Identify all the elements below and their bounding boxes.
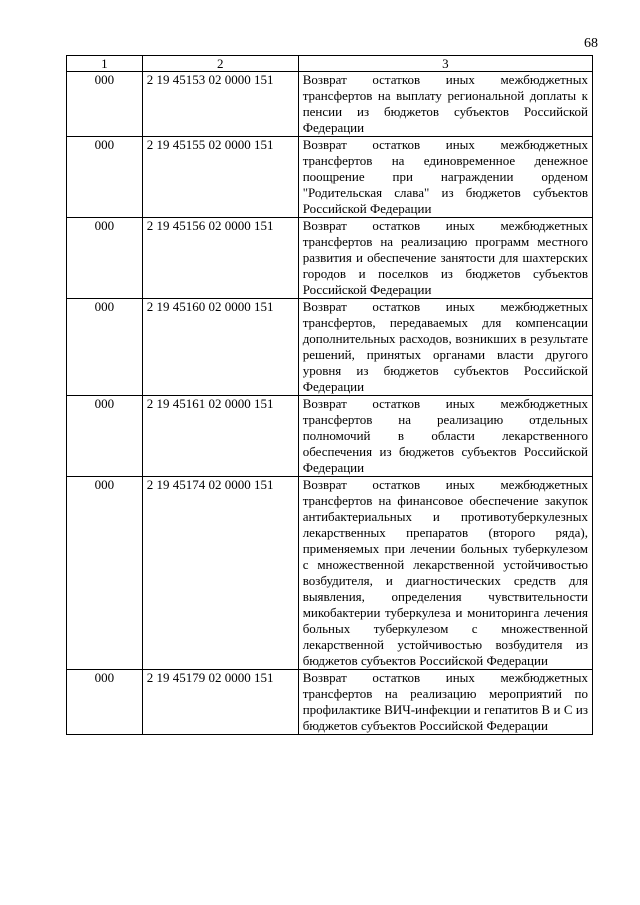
- table-header-row: [67, 56, 593, 72]
- admin-code-cell: 000: [67, 477, 143, 670]
- kbk-code-cell: 2 19 45179 02 0000 151: [142, 670, 298, 735]
- table-row: [67, 137, 593, 218]
- description-cell: Возврат остатков иных межбюджетных трансфертов на реализацию отдельных полномочий в области лекарственного обеспечения из бюджетов субъектов Российской Федерации: [298, 396, 592, 477]
- kbk-code-cell: 2 19 45156 02 0000 151: [142, 218, 298, 299]
- table-row: [67, 477, 593, 670]
- kbk-code-cell: 2 19 45153 02 0000 151: [142, 72, 298, 137]
- admin-code-cell: 000: [67, 72, 143, 137]
- column-header-2: 2: [142, 56, 298, 72]
- admin-code-cell: 000: [67, 137, 143, 218]
- description-cell: Возврат остатков иных межбюджетных трансфертов на выплату региональной доплаты к пенсии из бюджетов субъектов Российской Федерации: [298, 72, 592, 137]
- table-row: [67, 670, 593, 735]
- column-header-3: 3: [298, 56, 592, 72]
- admin-code-cell: 000: [67, 299, 143, 396]
- admin-code-cell: 000: [67, 218, 143, 299]
- description-cell: Возврат остатков иных межбюджетных трансфертов, передаваемых для компенсации дополнительных расходов, возникших в результате решений, принятых органами власти другого уровня из бюджетов субъектов Российской Федерации: [298, 299, 592, 396]
- table-row: [67, 299, 593, 396]
- page-number: 68: [584, 36, 598, 51]
- budget-code-table: [66, 55, 593, 735]
- admin-code-cell: 000: [67, 670, 143, 735]
- kbk-code-cell: 2 19 45161 02 0000 151: [142, 396, 298, 477]
- kbk-code-cell: 2 19 45155 02 0000 151: [142, 137, 298, 218]
- kbk-code-cell: 2 19 45174 02 0000 151: [142, 477, 298, 670]
- table-row: [67, 218, 593, 299]
- table-row: [67, 72, 593, 137]
- description-cell: Возврат остатков иных межбюджетных трансфертов на финансовое обеспечение закупок антибактериальных и противотуберкулезных лекарственных препаратов (второго ряда), применяемых при лечении больных туберкулезом с множественной лекарственной устойчивостью возбудителя, и диагностических средств для выявления, определения чувствительности микобактерии туберкулеза и мониторинга лечения больных туберкулезом с множественной лекарственной устойчивостью возбудителя из бюджетов субъектов Российской Федерации: [298, 477, 592, 670]
- description-cell: Возврат остатков иных межбюджетных трансфертов на реализацию мероприятий по профилактике ВИЧ-инфекции и гепатитов B и C из бюджетов субъектов Российской Федерации: [298, 670, 592, 735]
- admin-code-cell: 000: [67, 396, 143, 477]
- table-row: [67, 396, 593, 477]
- column-header-1: 1: [67, 56, 143, 72]
- description-cell: Возврат остатков иных межбюджетных трансфертов на единовременное денежное поощрение при награждении орденом "Родительская слава" из бюджетов субъектов Российской Федерации: [298, 137, 592, 218]
- description-cell: Возврат остатков иных межбюджетных трансфертов на реализацию программ местного развития и обеспечение занятости для шахтерских городов и поселков из бюджетов субъектов Российской Федерации: [298, 218, 592, 299]
- kbk-code-cell: 2 19 45160 02 0000 151: [142, 299, 298, 396]
